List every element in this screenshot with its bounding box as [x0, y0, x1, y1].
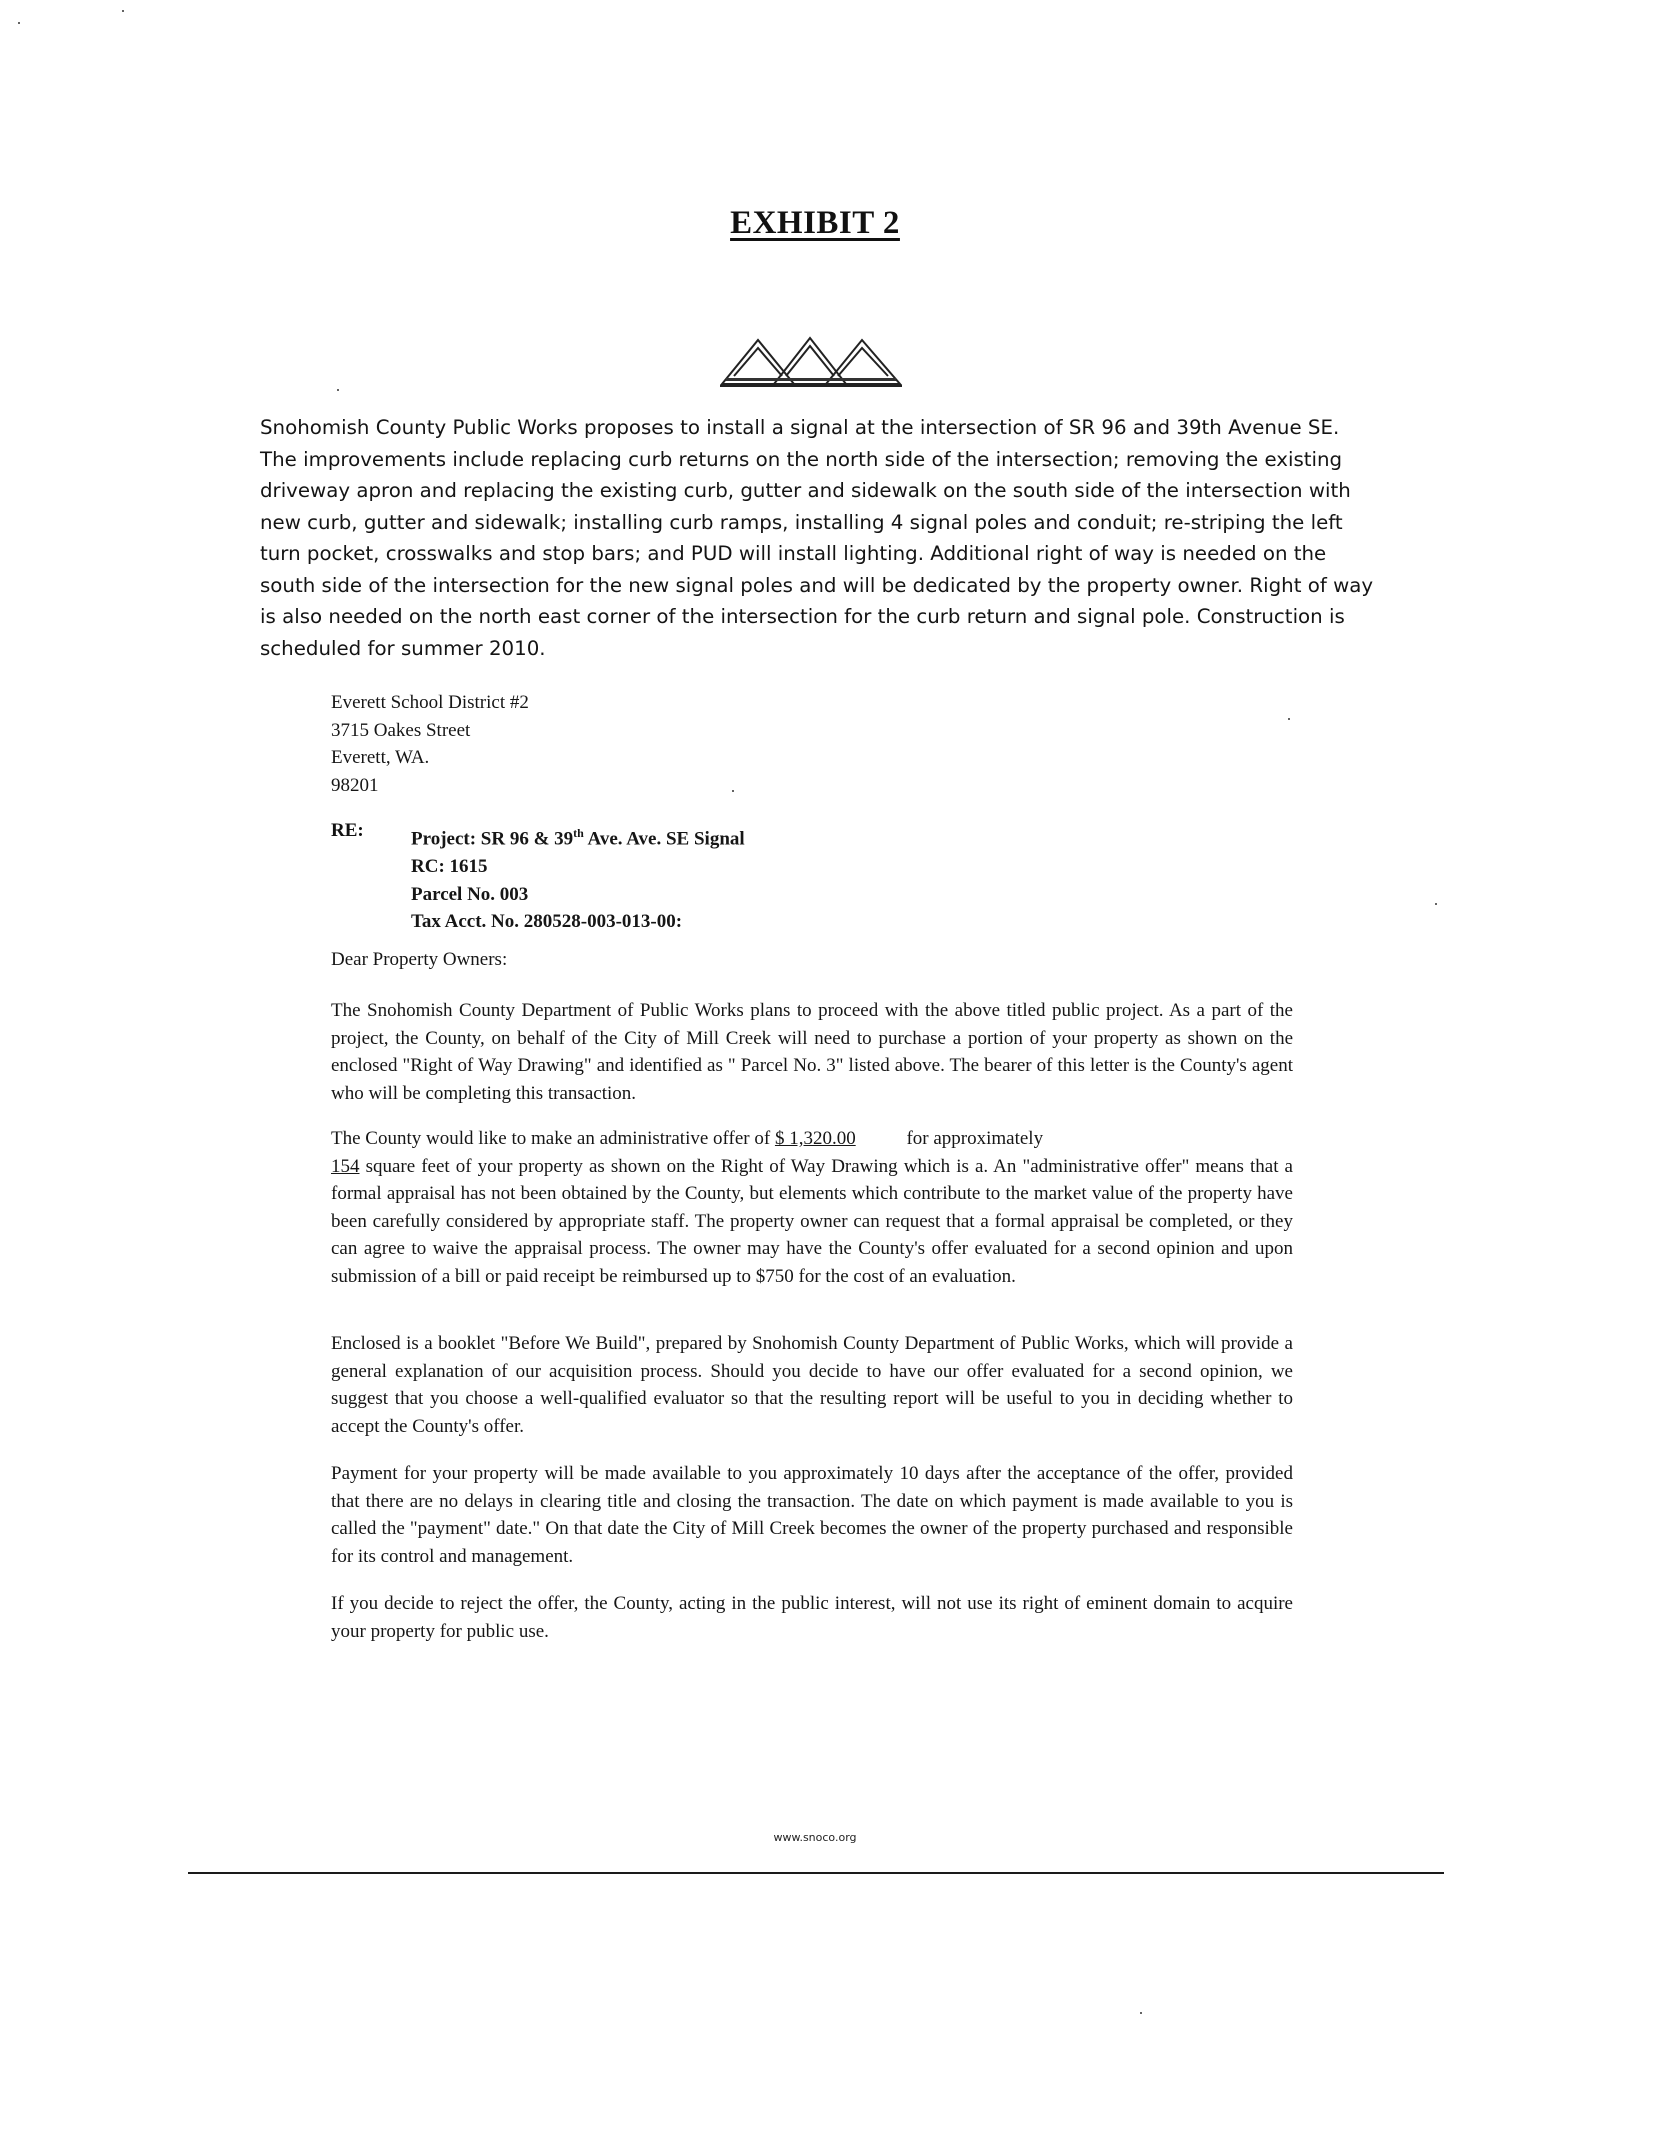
- re-tax-account: Tax Acct. No. 280528-003-013-00:: [411, 911, 683, 933]
- re-project: Project: SR 96 & 39th Ave. Ave. SE Signal: [411, 826, 745, 850]
- recipient-zip: 98201: [331, 774, 379, 796]
- scan-speck: [337, 389, 339, 391]
- re-rc: RC: 1615: [411, 855, 488, 877]
- recipient-city: Everett, WA.: [331, 747, 430, 769]
- re-block: [411, 820, 1031, 936]
- scan-speck: [732, 790, 734, 792]
- paragraph-project: The Snohomish County Department of Public Works plans to proceed with the above titled public project. As a part of the project, the County, on behalf of the City of Mill Creek will need to purchase a portion of your property as shown on the enclosed "Right of Way Drawing" and identified as " Parcel No. 3" listed above. The bearer of this letter is the County's agent who will be completing this transaction.: [331, 1000, 1293, 1104]
- offer-amount: $ 1,320.00: [774, 1128, 856, 1149]
- paragraph-booklet: Enclosed is a booklet "Before We Build", prepared by Snohomish County Department of Public Works, which will provide a general explanation of our acquisition process. Should you decide to have our offer evaluated for a second opinion, we suggest that you choose a well-qualified evaluator so that the resulting report will be useful to you in deciding whether to accept the County's offer.: [331, 1333, 1293, 1437]
- salutation: Dear Property Owners:: [331, 949, 508, 970]
- re-parcel: Parcel No. 003: [411, 883, 529, 905]
- scan-speck: [122, 10, 124, 12]
- intro-paragraph: Snohomish County Public Works proposes to install a signal at the intersection of SR 96 and 39th Avenue SE. The improvements include replacing curb returns on the north side of the intersection; removing the existing driveway apron and replacing the existing curb, gutter and sidewalk on the south side of the intersection with new curb, gutter and sidewalk; installing curb ramps, installing 4 signal poles and conduit; re-striping the left turn pocket, crosswalks and stop bars; and PUD will install lighting. Additional right of way is needed on the south side of the intersection for the new signal poles and will be dedicated by the property owner. Right of way is also needed on the north east corner of the intersection for the curb return and signal pole. Construction is scheduled for summer 2010.: [260, 416, 1374, 660]
- footer-url: www.snoco.org: [773, 1831, 857, 1844]
- paragraph-reject: If you decide to reject the offer, the County, acting in the public interest, will not use its right of eminent domain to acquire your property for public use.: [331, 1593, 1293, 1642]
- scan-speck: [18, 22, 20, 24]
- offer-square-feet: 154: [331, 1155, 360, 1177]
- snohomish-county-mountains-logo: [718, 332, 904, 388]
- recipient-street: 3715 Oakes Street: [331, 719, 471, 741]
- project-description: [260, 412, 1378, 664]
- scan-speck: [1435, 903, 1437, 905]
- footer-divider: [188, 1872, 1444, 1874]
- re-label: RE:: [331, 820, 364, 841]
- paragraph-offer: The County would like to make an administrative offer of $ 1,320.00 for approximately 154 square feet of your property as shown on the Right of Way Drawing which is a. An "administrative offer" means that a formal appraisal has not been obtained by the County, but elements which contribute to the market value of the property have been carefully considered by appropriate staff. The property owner can request that a formal appraisal be completed, or they can agree to waive the appraisal process. The owner may have the County's offer evaluated for a second opinion and upon submission of a bill or paid receipt be reimbursed up to $750 for the cost of an evaluation.: [331, 1128, 1293, 1287]
- paragraph-payment: Payment for your property will be made available to you approximately 10 days after the acceptance of the offer, provided that there are no delays in clearing title and closing the transaction. The date on which payment is made available to you is called the "payment" date." On that date the City of Mill Creek becomes the owner of the property purchased and responsible for its control and management.: [331, 1463, 1293, 1567]
- recipient-name: Everett School District #2: [331, 692, 529, 713]
- recipient-address: [331, 689, 831, 799]
- exhibit-title: EXHIBIT 2: [730, 205, 900, 241]
- scan-speck: [1288, 718, 1290, 720]
- scan-speck: [1140, 2012, 1142, 2014]
